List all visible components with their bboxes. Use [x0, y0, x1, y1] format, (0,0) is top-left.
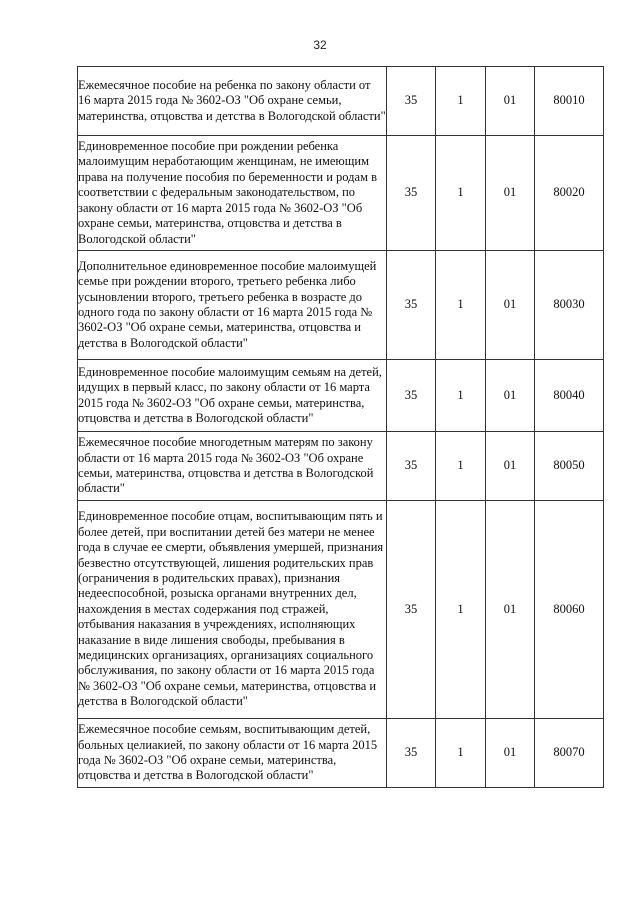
row-value-1: 1: [436, 719, 486, 788]
table-row: [78, 432, 604, 501]
row-description: Единовременное пособие малоимущим семьям на детей, идущих в первый класс, по закону области от 16 марта 2015 года № 3602-ОЗ "Об охране семьи, материнства, отцовства и детства в Вологодской области": [78, 360, 387, 432]
row-value-35: 35: [387, 432, 436, 501]
row-value-1: 1: [436, 432, 486, 501]
row-value-01: 01: [486, 136, 535, 251]
row-value-35: 35: [387, 360, 436, 432]
row-value-01: 01: [486, 251, 535, 360]
row-value-01: 01: [486, 719, 535, 788]
row-value-1: 1: [436, 67, 486, 136]
budget-classification-table: [77, 66, 604, 788]
row-value-01: 01: [486, 67, 535, 136]
table-row: [78, 67, 604, 136]
table-row: [78, 136, 604, 251]
row-code: 80060: [535, 501, 604, 719]
table-row: [78, 360, 604, 432]
row-code: 80040: [535, 360, 604, 432]
row-value-1: 1: [436, 501, 486, 719]
table-row: [78, 251, 604, 360]
row-description: Ежемесячное пособие многодетным матерям по закону области от 16 марта 2015 года № 3602-ОЗ "Об охране семьи, материнства, отцовства и детства в Вологодской области": [78, 432, 387, 501]
row-description: Единовременное пособие отцам, воспитывающим пять и более детей, при воспитании детей без матери не менее года в случае ее смерти, объявления умершей, признания безвестно отсутствующей, лишения родительских прав (ограничения в родительских правах), признания недееспособной, розыска органами внутренних дел, нахождения в местах содержания под стражей, отбывания наказания в учреждениях, исполняющих наказание в виде лишения свободы, пребывания в медицинских организациях, организациях социального обслуживания, по закону области от 16 марта 2015 года № 3602-ОЗ "Об охране семьи, материнства, отцовства и детства в Вологодской области": [78, 501, 387, 719]
row-description: Дополнительное единовременное пособие малоимущей семье при рождении второго, третьего ребенка либо усыновлении второго, третьего ребенка в возрасте до одного года по закону области от 16 марта 2015 года № 3602-ОЗ "Об охране семьи, материнства, отцовства и детства в Вологодской области": [78, 251, 387, 360]
row-value-35: 35: [387, 501, 436, 719]
page-number: 32: [313, 38, 327, 52]
table-row: [78, 719, 604, 788]
row-description: Ежемесячное пособие на ребенка по закону области от 16 марта 2015 года № 3602-ОЗ "Об охране семьи, материнства, отцовства и детства в Вологодской области": [78, 67, 387, 136]
row-description: Единовременное пособие при рождении ребенка малоимущим неработающим женщинам, не имеющим права на получение пособия по беременности и родам в соответствии с федеральным законодательством, по закону области от 16 марта 2015 года № 3602-ОЗ "Об охране семьи, материнства, отцовства и детства в Вологодской области": [78, 136, 387, 251]
row-value-1: 1: [436, 360, 486, 432]
row-code: 80070: [535, 719, 604, 788]
table-row: [78, 501, 604, 719]
row-value-35: 35: [387, 67, 436, 136]
row-code: 80030: [535, 251, 604, 360]
row-code: 80020: [535, 136, 604, 251]
row-value-01: 01: [486, 501, 535, 719]
row-value-01: 01: [486, 432, 535, 501]
row-value-1: 1: [436, 136, 486, 251]
row-code: 80050: [535, 432, 604, 501]
row-value-35: 35: [387, 251, 436, 360]
row-value-1: 1: [436, 251, 486, 360]
row-description: Ежемесячное пособие семьям, воспитывающим детей, больных целиакией, по закону области от 16 марта 2015 года № 3602-ОЗ "Об охране семьи, материнства, отцовства и детства в Вологодской области": [78, 719, 387, 788]
row-value-35: 35: [387, 136, 436, 251]
row-value-35: 35: [387, 719, 436, 788]
row-code: 80010: [535, 67, 604, 136]
row-value-01: 01: [486, 360, 535, 432]
